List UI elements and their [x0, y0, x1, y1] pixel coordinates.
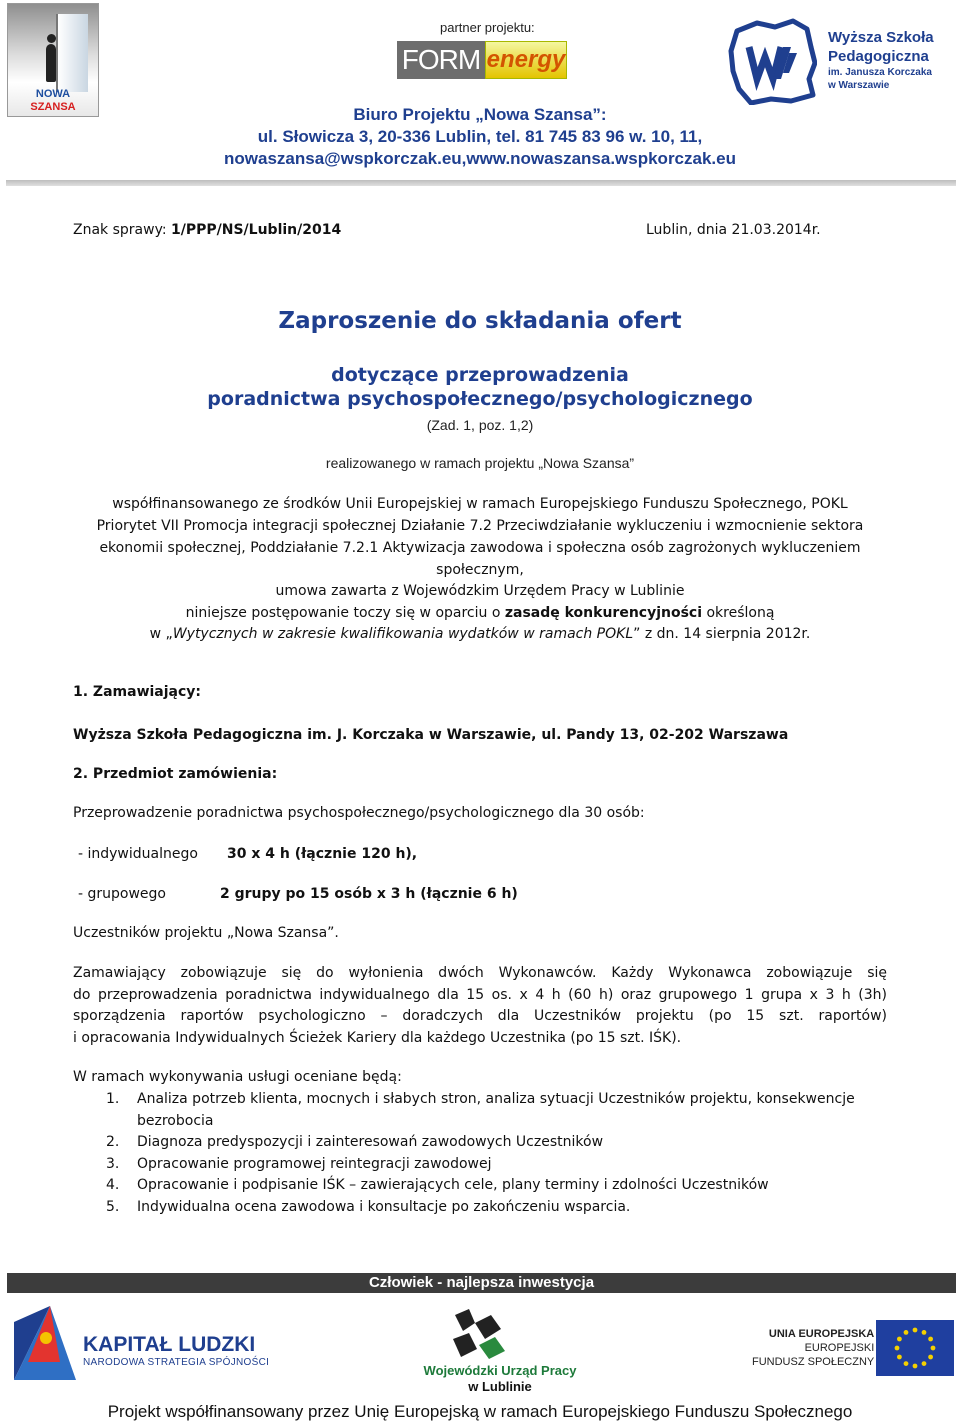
list-item-number: 3. — [106, 1155, 120, 1172]
eu-star-icon — [895, 1346, 900, 1351]
document-date: Lublin, dnia 21.03.2014r. — [646, 222, 821, 238]
procedure-principle: zasadę konkurencyjności — [504, 605, 703, 621]
wup-line2: w Lublinie — [468, 1379, 532, 1394]
list-item — [73, 1175, 893, 1197]
wup-lublin-icon — [445, 1305, 509, 1361]
biuro-contact: nowaszansa@wspkorczak.eu,www.nowaszansa.wspkorczak.eu — [224, 149, 736, 168]
eu-star-icon — [928, 1355, 933, 1360]
document-title: Zaproszenie do składania ofert — [278, 308, 682, 334]
list-item — [73, 1132, 893, 1154]
agreement-line: umowa zawarta z Wojewódzkim Urzędem Pracy w Lublinie — [275, 583, 685, 599]
case-number-value: 1/PPP/NS/Lublin/2014 — [171, 222, 342, 238]
cofinancing-line3: ekonomii społecznej, Poddziałanie 7.2.1 Aktywizacja zawodowa i społeczna osób zagrożonych wykluczeniem — [99, 540, 861, 556]
subject-description: Przeprowadzenie poradnictwa psychospołecznego/psychologicznego dla 30 osób: — [73, 805, 645, 821]
nowa-szansa-logo — [7, 3, 99, 117]
individual-value: 30 x 4 h (łącznie 120 h), — [227, 846, 418, 862]
eu-star-icon — [922, 1330, 927, 1335]
kl-subtitle: NARODOWA STRATEGIA SPÓJNOŚCI — [83, 1357, 270, 1368]
person-graphic — [46, 44, 56, 82]
contractor-paragraph — [73, 963, 887, 1049]
case-number — [73, 222, 341, 238]
list-item-text-cont: bezrobocia — [137, 1112, 214, 1129]
formenergy-logo-energy: energy — [485, 41, 567, 79]
eu-star-icon — [904, 1330, 909, 1335]
section-heading-subject: 2. Przedmiot zamówienia: — [73, 766, 278, 782]
door-graphic — [56, 14, 88, 92]
eu-star-icon — [904, 1361, 909, 1366]
list-item-number: 4. — [106, 1177, 120, 1193]
footer-slogan-bar: Człowiek - najlepsza inwestycja — [7, 1273, 956, 1293]
biuro-address: ul. Słowicza 3, 20-336 Lublin, tel. 81 745 83 96 w. 10, 11, — [257, 127, 703, 146]
person-head-graphic — [47, 34, 56, 43]
wsp-line4: w Warszawie — [828, 80, 890, 91]
eu-star-icon — [931, 1346, 936, 1351]
biuro-line1: Biuro Projektu „Nowa Szansa”: — [353, 105, 607, 124]
contracting-authority: Wyższa Szkoła Pedagogiczna im. J. Korczaka w Warszawie, ul. Pandy 13, 02-202 Warszawa — [73, 727, 789, 743]
eu-star-icon — [897, 1337, 902, 1342]
paragraph-line2: do przeprowadzenia poradnictwa indywidualnego dla 15 os. x 4 h (60 h) oraz grupowego 1 grupa x 3 h (3h) — [73, 986, 887, 1003]
list-item — [73, 1197, 893, 1219]
individual-label: - indywidualnego — [78, 846, 198, 862]
wsp-logo-text — [828, 28, 934, 92]
wup-lublin-text — [400, 1363, 600, 1395]
kl-title: KAPITAŁ LUDZKI — [83, 1333, 256, 1356]
eu-star-icon — [922, 1361, 927, 1366]
group-label: - grupowego — [78, 886, 166, 902]
list-item-text: Diagnoza predyspozycji i zainteresowań zawodowych Uczestników — [137, 1134, 604, 1150]
section-heading-contracting: 1. Zamawiający: — [73, 684, 202, 700]
guidelines-title: Wytycznych w zakresie kwalifikowania wydatków w ramach POKL — [172, 626, 634, 642]
list-item-text: Analiza potrzeb klienta, mocnych i słabych stron, analiza sytuacji Uczestników projektu, konsekwencje — [137, 1091, 855, 1107]
wsp-line2: Pedagogiczna — [828, 48, 929, 65]
header-divider — [6, 180, 956, 186]
ue-line1: UNIA EUROPEJSKA — [768, 1328, 875, 1340]
participants-line: Uczestników projektu „Nowa Szansa”. — [73, 925, 339, 941]
wsp-poland-map-icon — [727, 17, 817, 105]
cofinancing-line1: współfinansowanego ze środków Unii Europejskiej w ramach Europejskiego Funduszu Społecznego, POKL — [112, 496, 848, 512]
list-item — [73, 1089, 893, 1132]
list-item-text: Opracowanie i podpisanie IŚK – zawierających cele, plany terminy i zdolności Uczestników — [137, 1177, 769, 1193]
procedure-text-end: określoną — [702, 605, 775, 621]
eu-fund-text — [752, 1327, 874, 1369]
list-item-text: Indywidualna ocena zawodowa i konsultacje po zakończeniu wsparcia. — [137, 1198, 631, 1215]
partner-label: partner projektu: — [440, 20, 535, 35]
cofinancing-line4: społecznym, — [436, 562, 524, 578]
wsp-line1: Wyższa Szkoła — [828, 29, 934, 46]
project-office-block — [0, 104, 960, 170]
eu-star-icon — [913, 1364, 918, 1369]
wsp-line3: im. Janusza Korczaka — [828, 67, 932, 78]
paragraph-line4: i opracowania Indywidualnych Ścieżek Kariery dla każdego Uczestnika (po 15 szt. IŚK). — [73, 1029, 682, 1046]
case-number-label: Znak sprawy: — [73, 222, 171, 238]
formenergy-logo-form: FORM — [397, 41, 485, 79]
procedure-line — [60, 603, 900, 624]
formenergy-logo — [397, 41, 567, 79]
cofinancing-line2: Priorytet VII Promocja integracji społecznej Działanie 7.2 Przeciwdziałanie wykluczeniu i wzmocnienie sektora — [96, 518, 864, 534]
kapital-ludzki-text — [83, 1333, 269, 1369]
subtitle-line2: poradnictwa psychospołecznego/psychologicznego — [207, 388, 753, 410]
list-item-number: 2. — [106, 1134, 120, 1150]
nowa-logo-line1: NOWA — [35, 88, 71, 100]
group-value: 2 grupy po 15 osób x 3 h (łącznie 6 h) — [220, 886, 518, 902]
eu-flag-icon — [876, 1320, 954, 1376]
eu-star-icon — [897, 1355, 902, 1360]
evaluation-intro: W ramach wykonywania usługi oceniane będą: — [73, 1069, 402, 1085]
eu-star-icon — [928, 1337, 933, 1342]
ue-line2: EUROPEJSKI — [804, 1342, 875, 1354]
paragraph-line1: Zamawiający zobowiązuje się do wyłonienia dwóch Wykonawców. Każdy Wykonawca zobowiązuje się — [73, 965, 887, 981]
eu-star-icon — [913, 1328, 918, 1333]
list-item-number: 5. — [106, 1198, 120, 1215]
ue-line3: FUNDUSZ SPOŁECZNY — [752, 1356, 875, 1368]
paragraph-line3: sporządzenia raportów psychologiczno – doradczych dla Uczestników projektu (po 15 szt. raportów) — [73, 1008, 887, 1024]
list-item-text: Opracowanie programowej reintegracji zawodowej — [137, 1155, 492, 1172]
kapital-ludzki-icon — [10, 1302, 80, 1382]
project-reference: realizowanego w ramach projektu „Nowa Szansa” — [325, 455, 635, 471]
guidelines-line — [60, 624, 900, 645]
guidelines-date: ” z dn. 14 sierpnia 2012r. — [633, 626, 811, 642]
nowa-logo-line2: SZANSA — [30, 101, 76, 113]
wup-line1: Wojewódzki Urząd Pracy — [423, 1363, 577, 1378]
guidelines-prefix: w „ — [149, 626, 173, 642]
cofinancing-footer: Projekt współfinansowany przez Unię Europejską w ramach Europejskiego Funduszu Społecznego — [107, 1402, 853, 1421]
list-item — [73, 1154, 893, 1176]
evaluation-list — [73, 1089, 893, 1218]
subtitle-line1: dotyczące przeprowadzenia — [331, 364, 629, 386]
task-reference: (Zad. 1, poz. 1,2) — [426, 417, 534, 433]
list-item-number: 1. — [106, 1091, 120, 1107]
procedure-text: niniejsze postępowanie toczy się w oparciu o — [185, 605, 505, 621]
